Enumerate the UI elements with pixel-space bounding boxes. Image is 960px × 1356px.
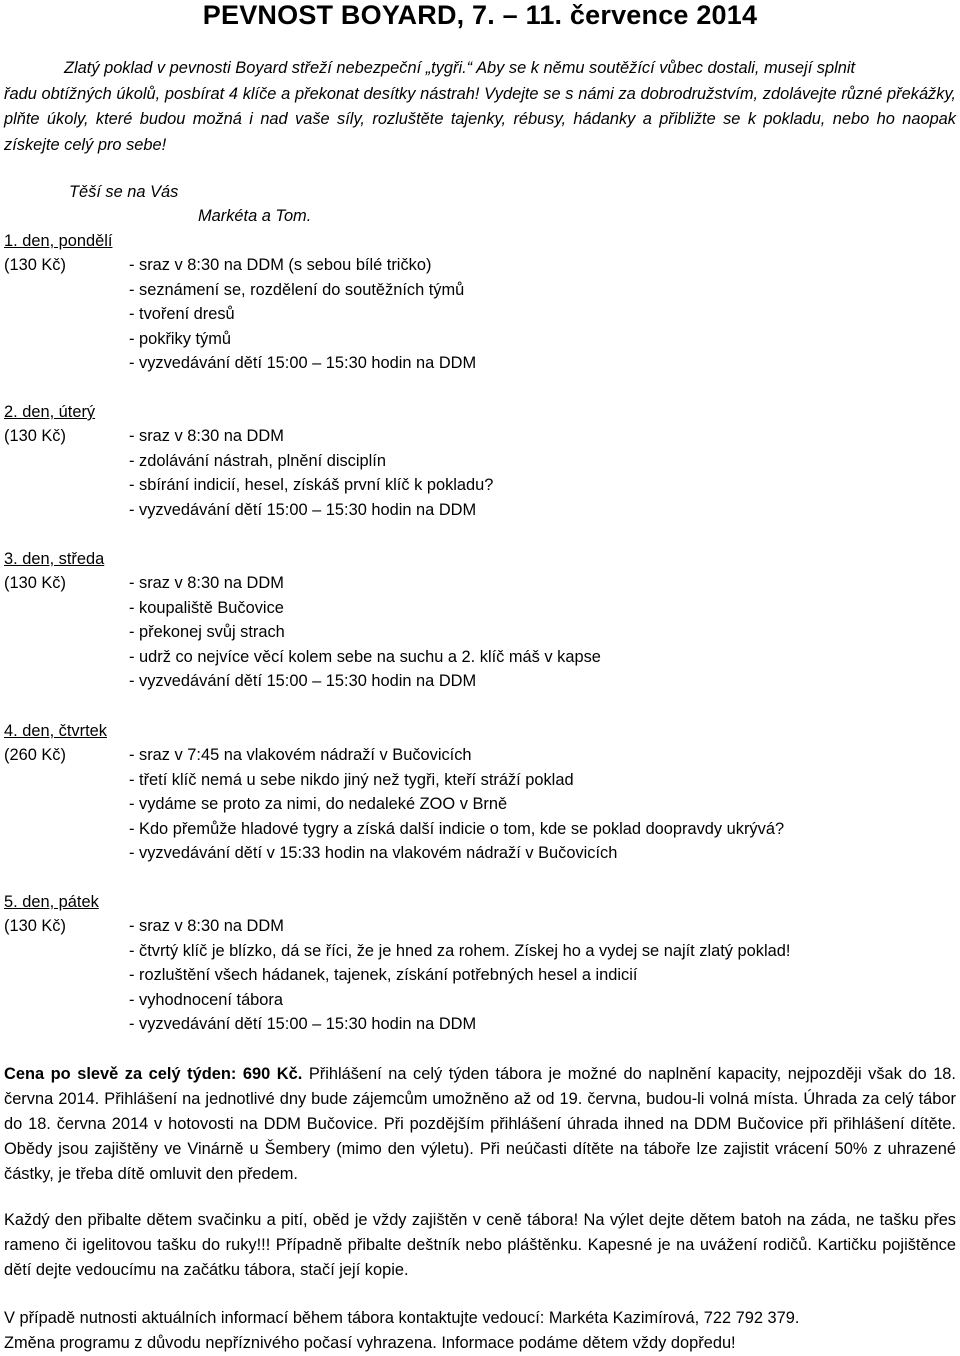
program-item: - sraz v 8:30 na DDM	[129, 427, 284, 445]
page-title: PEVNOST BOYARD, 7. – 11. července 2014	[202, 0, 758, 30]
day-5-title: 5. den, pátek	[4, 893, 99, 911]
program-item: - vyzvedávání dětí v 15:33 hodin na vlakovém nádraží v Bučovicích	[129, 844, 618, 862]
program-item: - seznámení se, rozdělení do soutěžních týmů	[129, 280, 465, 299]
program-item: - vyzvedávání dětí 15:00 – 15:30 hodin na DDM	[129, 672, 477, 690]
day-1-program	[129, 253, 959, 376]
intro-first-line: Zlatý poklad v pevnosti Boyard střeží nebezpeční „tygři.“ Aby se k němu soutěžící vůbec dostali, musejí splnit	[64, 59, 856, 77]
program-item: - zdolávání nástrah, plnění disciplín	[129, 451, 386, 470]
weather-note: Změna programu z důvodu nepříznivého počasí vyhrazena. Informace podáme dětem vždy dopředu!	[4, 1334, 736, 1352]
contact-line: V případě nutnosti aktuálních informací během tábora kontaktujte vedoucí: Markéta Kazimírová, 722 792 379.	[4, 1309, 800, 1327]
greeting-signature: Markéta a Tom.	[198, 207, 312, 225]
day-5-program	[129, 914, 959, 1037]
day-1-title: 1. den, pondělí	[4, 232, 113, 250]
program-item: - vyzvedávání dětí 15:00 – 15:30 hodin na DDM	[129, 500, 477, 519]
day-2-program	[129, 424, 959, 522]
day-3-price: (130 Kč)	[4, 574, 66, 592]
intro-rest: řadu obtížných úkolů, posbírat 4 klíče a překonat desítky nástrah! Vydejte se s námi za dobrodružstvím, zdolávejte různé překážky, plňte úkoly, které budou možná i nad vaše síly, rozluštěte tajenky, rébusy, hádanky a přibližte se k pokladu, nebo ho naopak získejte celý pro sebe!	[4, 84, 956, 154]
program-item: - vyzvedávání dětí 15:00 – 15:30 hodin na DDM	[129, 354, 477, 372]
program-item: - vyzvedávání dětí 15:00 – 15:30 hodin na DDM	[129, 1015, 477, 1033]
program-item: - tvoření dresů	[129, 305, 235, 323]
program-item: - sbírání indicií, hesel, získáš první klíč k pokladu?	[129, 476, 494, 494]
program-item: - sraz v 8:30 na DDM (s sebou bílé tričko)	[129, 256, 432, 274]
day-3-program	[129, 571, 959, 694]
day-3-title: 3. den, středa	[4, 550, 105, 568]
day-4-title: 4. den, čtvrtek	[4, 722, 107, 740]
day-4-price: (260 Kč)	[4, 746, 66, 764]
program-item: - koupaliště Bučovice	[129, 598, 284, 617]
program-item: - sraz v 8:30 na DDM	[129, 917, 284, 935]
program-item: - překonej svůj strach	[129, 623, 285, 641]
packing-paragraph: Každý den přibalte dětem svačinku a pití, oběd je vždy zajištěn v ceně tábora! Na výlet dejte dětem batoh na záda, ne tašku přes rameno či igelitovou tašku do ruky!!! Případně přibalte deštník nebo pláštěnku. Kapesné je na uvážení rodičů. Kartičku pojištěnce dětí dejte vedoucímu na začátku tábora, stačí její kopie.	[4, 1211, 956, 1279]
pricing-paragraph	[4, 1062, 956, 1187]
day-5-price: (130 Kč)	[4, 917, 66, 935]
pricing-details: Přihlášení na celý týden tábora je možné do naplnění kapacity, nejpozději však do 18. června 2014. Přihlášení na jednotlivé dny bude zájemcům umožněno až od 19. června, budou-li volná místa. Úhrada za celý tábor do 18. června 2014 v hotovosti na DDM Bučovice. Při pozdějším přihlášení úhrada ihned na DDM Bučovice při přihlášení dítěte. Obědy jsou zajištěny ve Vinárně u Šembery (mimo den výletu). Při neúčasti dítěte na táboře lze zajistit vrácení 50% z uhrazené částky, je třeba dítě omluvit den předem.	[4, 1065, 956, 1183]
program-item: - udrž co nejvíce věcí kolem sebe na suchu a 2. klíč máš v kapse	[129, 647, 601, 666]
program-item: - Kdo přemůže hladové tygry a získá další indicie o tom, kde se poklad doopravdy ukrývá?	[129, 819, 785, 838]
day-1-price: (130 Kč)	[4, 256, 66, 274]
day-2-title: 2. den, úterý	[4, 403, 96, 421]
program-item: - pokřiky týmů	[129, 329, 232, 348]
greeting-line: Těší se na Vás	[69, 183, 179, 201]
program-item: - čtvrtý klíč je blízko, dá se říci, že je hned za rohem. Získej ho a vydej se najít zlatý poklad!	[129, 941, 791, 960]
day-4-program	[129, 743, 959, 866]
program-item: - sraz v 8:30 na DDM	[129, 574, 284, 592]
program-item: - vydáme se proto za nimi, do nedaleké ZOO v Brně	[129, 795, 508, 813]
pricing-headline: Cena po slevě za celý týden: 690 Kč.	[4, 1065, 303, 1083]
program-item: - sraz v 7:45 na vlakovém nádraží v Bučovicích	[129, 746, 472, 764]
program-item: - rozluštění všech hádanek, tajenek, získání potřebných hesel a indicií	[129, 966, 638, 984]
day-2-price: (130 Kč)	[4, 427, 66, 445]
intro-paragraph	[4, 56, 956, 158]
program-item: - vyhodnocení tábora	[129, 990, 283, 1009]
program-item: - třetí klíč nemá u sebe nikdo jiný než tygři, kteří stráží poklad	[129, 770, 574, 789]
